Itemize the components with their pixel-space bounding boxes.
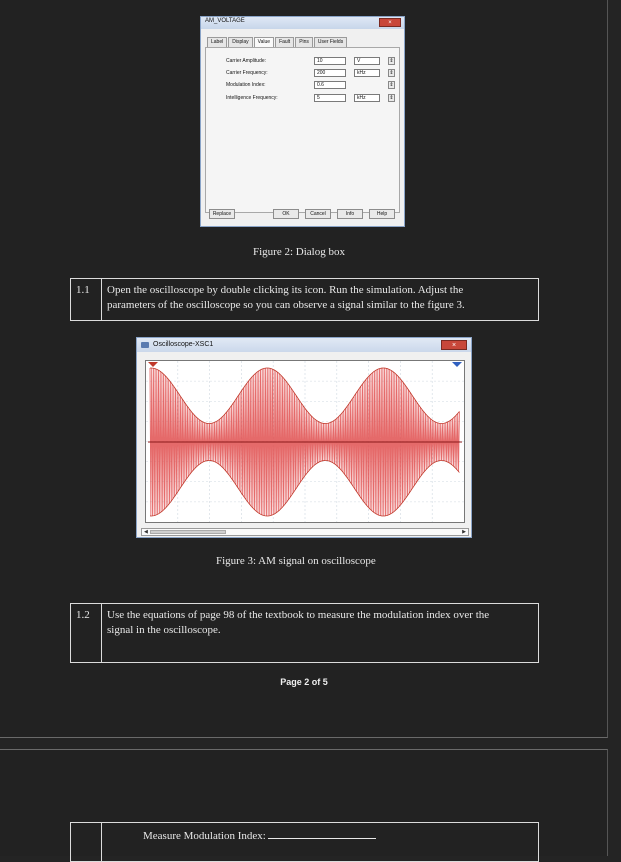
spinner-arrows-icon[interactable]: ⇕	[389, 70, 394, 76]
question-text	[107, 283, 465, 313]
question-number: 1.2	[71, 604, 102, 662]
question-text-line: Use the equations of page 98 of the textbook to measure the modulation index over the	[107, 609, 490, 621]
answer-blank-input[interactable]	[268, 828, 376, 839]
trigger-marker-left-icon[interactable]	[148, 362, 158, 367]
carrier-amplitude-unit[interactable]: V	[354, 57, 380, 65]
dialog-tabs	[207, 37, 348, 47]
carrier-amplitude-label: Carrier Amplitude:	[226, 58, 267, 64]
info-button[interactable]: Info	[337, 209, 363, 219]
spinner-arrows-icon[interactable]: ⇕	[389, 58, 394, 64]
page-footer: Page 2 of 5	[280, 677, 328, 687]
document-page-2	[0, 749, 608, 856]
tab-display[interactable]: Display	[228, 37, 252, 47]
trigger-marker-right-icon[interactable]	[452, 362, 462, 367]
dialog-title: AM_VOLTAGE	[205, 18, 245, 24]
question-text	[107, 608, 489, 638]
carrier-frequency-label: Carrier Frequency:	[226, 70, 268, 76]
question-text-line: Open the oscilloscope by double clicking its icon. Run the simulation. Adjust the	[107, 284, 464, 296]
modulation-index-field[interactable]: 0.6	[314, 81, 346, 89]
cancel-button[interactable]: Cancel	[305, 209, 331, 219]
figure-3-caption: Figure 3: AM signal on oscilloscope	[216, 555, 376, 567]
measure-label: Measure Modulation Index:	[143, 830, 266, 842]
horizontal-scrollbar[interactable]	[141, 528, 469, 536]
oscilloscope-window	[136, 337, 472, 538]
intelligence-frequency-field[interactable]: 5	[314, 94, 346, 102]
ok-button[interactable]: OK	[273, 209, 299, 219]
intelligence-frequency-unit[interactable]: kHz	[354, 94, 380, 102]
intelligence-frequency-label: Intelligence Frequency:	[226, 95, 278, 101]
question-text-line: signal in the oscilloscope.	[107, 624, 221, 636]
oscilloscope-title-bar	[137, 338, 471, 352]
scrollbar-thumb[interactable]	[150, 530, 226, 534]
measure-table	[70, 822, 539, 862]
carrier-frequency-field[interactable]: 200	[314, 69, 346, 77]
figure-2-caption: Figure 2: Dialog box	[253, 246, 345, 258]
am-voltage-dialog	[200, 16, 405, 227]
tab-fault[interactable]: Fault	[275, 37, 294, 47]
modulation-index-label: Modulation Index:	[226, 82, 266, 88]
oscilloscope-screen[interactable]	[145, 360, 465, 523]
dialog-title-bar	[201, 17, 404, 29]
scroll-right-icon[interactable]: ▶	[462, 529, 466, 535]
question-1-2-table	[70, 603, 539, 663]
close-icon[interactable]: ×	[441, 340, 467, 350]
question-text-line: parameters of the oscilloscope so you can observe a signal similar to the figure 3.	[107, 299, 465, 311]
carrier-amplitude-field[interactable]: 10	[314, 57, 346, 65]
empty-number-cell	[71, 823, 102, 861]
carrier-frequency-unit[interactable]: kHz	[354, 69, 380, 77]
question-1-1-table	[70, 278, 539, 321]
scroll-left-icon[interactable]: ◀	[144, 529, 148, 535]
question-number: 1.1	[71, 279, 102, 320]
tab-label[interactable]: Label	[207, 37, 227, 47]
close-icon[interactable]: ×	[379, 18, 401, 27]
value-tab-panel	[205, 47, 400, 213]
tab-value[interactable]: Value	[254, 37, 274, 47]
oscilloscope-icon	[141, 342, 149, 348]
am-signal-plot	[146, 361, 464, 522]
oscilloscope-title: Oscilloscope-XSC1	[153, 341, 214, 348]
spinner-arrows-icon[interactable]: ⇕	[389, 95, 394, 101]
tab-pins[interactable]: Pins	[295, 37, 313, 47]
help-button[interactable]: Help	[369, 209, 395, 219]
measure-row	[143, 828, 376, 844]
spinner-arrows-icon[interactable]: ⇕	[389, 82, 394, 88]
replace-button[interactable]: Replace	[209, 209, 235, 219]
tab-user-fields[interactable]: User Fields	[314, 37, 347, 47]
